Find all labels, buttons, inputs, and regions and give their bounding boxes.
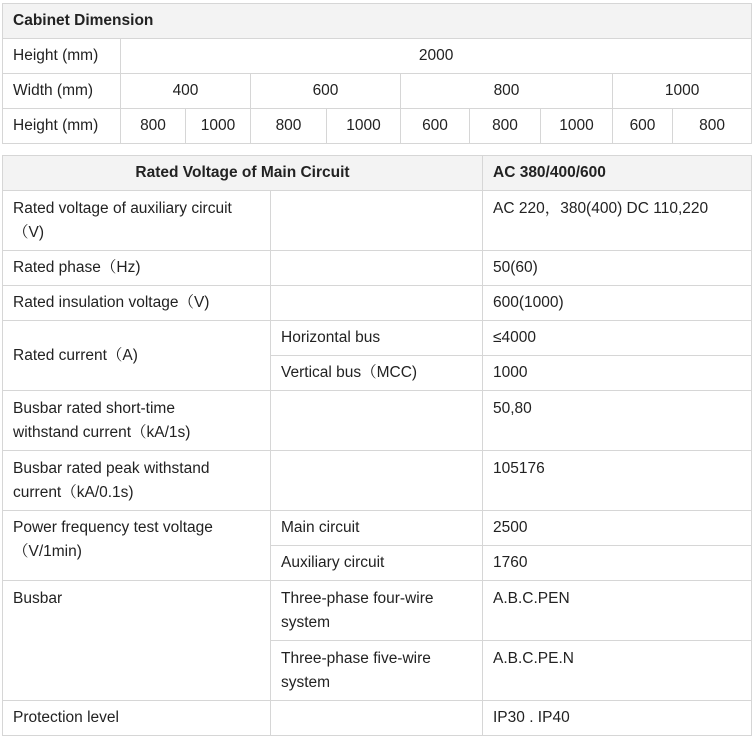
table-row bbox=[3, 74, 752, 109]
table-header-row bbox=[3, 156, 752, 191]
row-label: Height (mm) bbox=[3, 109, 121, 144]
row-label: Width (mm) bbox=[3, 74, 121, 109]
table-title: Cabinet Dimension bbox=[3, 4, 752, 39]
cell-value: 105176 bbox=[483, 451, 752, 511]
row-label: Rated insulation voltage（V) bbox=[3, 286, 271, 321]
table-row bbox=[3, 321, 752, 356]
cell-value: 400 bbox=[121, 74, 251, 109]
sub-label bbox=[271, 641, 483, 701]
table-row bbox=[3, 391, 752, 451]
cell-value: 600 bbox=[401, 109, 470, 144]
cell-value: 600 bbox=[251, 74, 401, 109]
row-label bbox=[3, 191, 271, 251]
cell-value: AC 220，380(400) DC 110,220 bbox=[483, 191, 752, 251]
cell-value: 600(1000) bbox=[483, 286, 752, 321]
empty-cell bbox=[271, 701, 483, 736]
row-label-line2: （V/1min) bbox=[13, 543, 82, 560]
row-label-line1: Power frequency test voltage bbox=[13, 519, 213, 536]
table-row bbox=[3, 701, 752, 736]
row-label: Height (mm) bbox=[3, 39, 121, 74]
cell-value: 50(60) bbox=[483, 251, 752, 286]
empty-cell bbox=[271, 391, 483, 451]
sub-label: Vertical bus（MCC) bbox=[271, 356, 483, 391]
cell-value: ≤4000 bbox=[483, 321, 752, 356]
sub-label bbox=[271, 581, 483, 641]
table-row bbox=[3, 286, 752, 321]
sub-label-line1: Three-phase five-wire bbox=[281, 650, 431, 667]
sub-label: Main circuit bbox=[271, 511, 483, 546]
row-label: Protection level bbox=[3, 701, 271, 736]
table-row bbox=[3, 191, 752, 251]
cell-value: 600 bbox=[613, 109, 673, 144]
sub-label: Auxiliary circuit bbox=[271, 546, 483, 581]
row-label bbox=[3, 451, 271, 511]
table-row bbox=[3, 451, 752, 511]
cell-value: 800 bbox=[673, 109, 752, 144]
cell-value: 800 bbox=[251, 109, 327, 144]
cabinet-dimension-table bbox=[2, 3, 752, 144]
row-label: Rated current（A) bbox=[3, 321, 271, 391]
header-label: Rated Voltage of Main Circuit bbox=[3, 156, 483, 191]
sub-label: Horizontal bus bbox=[271, 321, 483, 356]
specifications-table bbox=[2, 155, 752, 736]
table-row bbox=[3, 581, 752, 641]
sub-label-line2: system bbox=[281, 674, 331, 691]
row-label bbox=[3, 391, 271, 451]
empty-cell bbox=[271, 251, 483, 286]
cell-value: 1760 bbox=[483, 546, 752, 581]
cell-value: 1000 bbox=[541, 109, 613, 144]
header-value: AC 380/400/600 bbox=[483, 156, 752, 191]
row-label-line1: Rated voltage of auxiliary circuit bbox=[13, 200, 232, 217]
cell-value: 1000 bbox=[186, 109, 251, 144]
cell-value: 800 bbox=[401, 74, 613, 109]
table-row bbox=[3, 4, 752, 39]
empty-cell bbox=[271, 286, 483, 321]
row-label-line2: withstand current（kA/1s) bbox=[13, 424, 191, 441]
table-row bbox=[3, 39, 752, 74]
cell-value: 1000 bbox=[483, 356, 752, 391]
cell-value: 50,80 bbox=[483, 391, 752, 451]
cell-value: IP30 . IP40 bbox=[483, 701, 752, 736]
row-label bbox=[3, 511, 271, 581]
table-row bbox=[3, 251, 752, 286]
row-label-line2: current（kA/0.1s) bbox=[13, 484, 134, 501]
row-label-line1: Busbar rated short-time bbox=[13, 400, 175, 417]
empty-cell bbox=[271, 191, 483, 251]
cell-value: 800 bbox=[121, 109, 186, 144]
sub-label-line1: Three-phase four-wire bbox=[281, 590, 434, 607]
row-label: Busbar bbox=[3, 581, 271, 701]
cell-value: 1000 bbox=[613, 74, 752, 109]
cell-value: A.B.C.PEN bbox=[483, 581, 752, 641]
row-label-line2: （V) bbox=[13, 224, 45, 241]
table-row bbox=[3, 109, 752, 144]
empty-cell bbox=[271, 451, 483, 511]
table-row bbox=[3, 511, 752, 546]
cell-value: 2500 bbox=[483, 511, 752, 546]
row-label-line1: Busbar rated peak withstand bbox=[13, 460, 210, 477]
cell-value: 2000 bbox=[121, 39, 752, 74]
cell-value: 800 bbox=[470, 109, 541, 144]
cell-value: A.B.C.PE.N bbox=[483, 641, 752, 701]
sub-label-line2: system bbox=[281, 614, 331, 631]
cell-value: 1000 bbox=[327, 109, 401, 144]
row-label: Rated phase（Hz) bbox=[3, 251, 271, 286]
